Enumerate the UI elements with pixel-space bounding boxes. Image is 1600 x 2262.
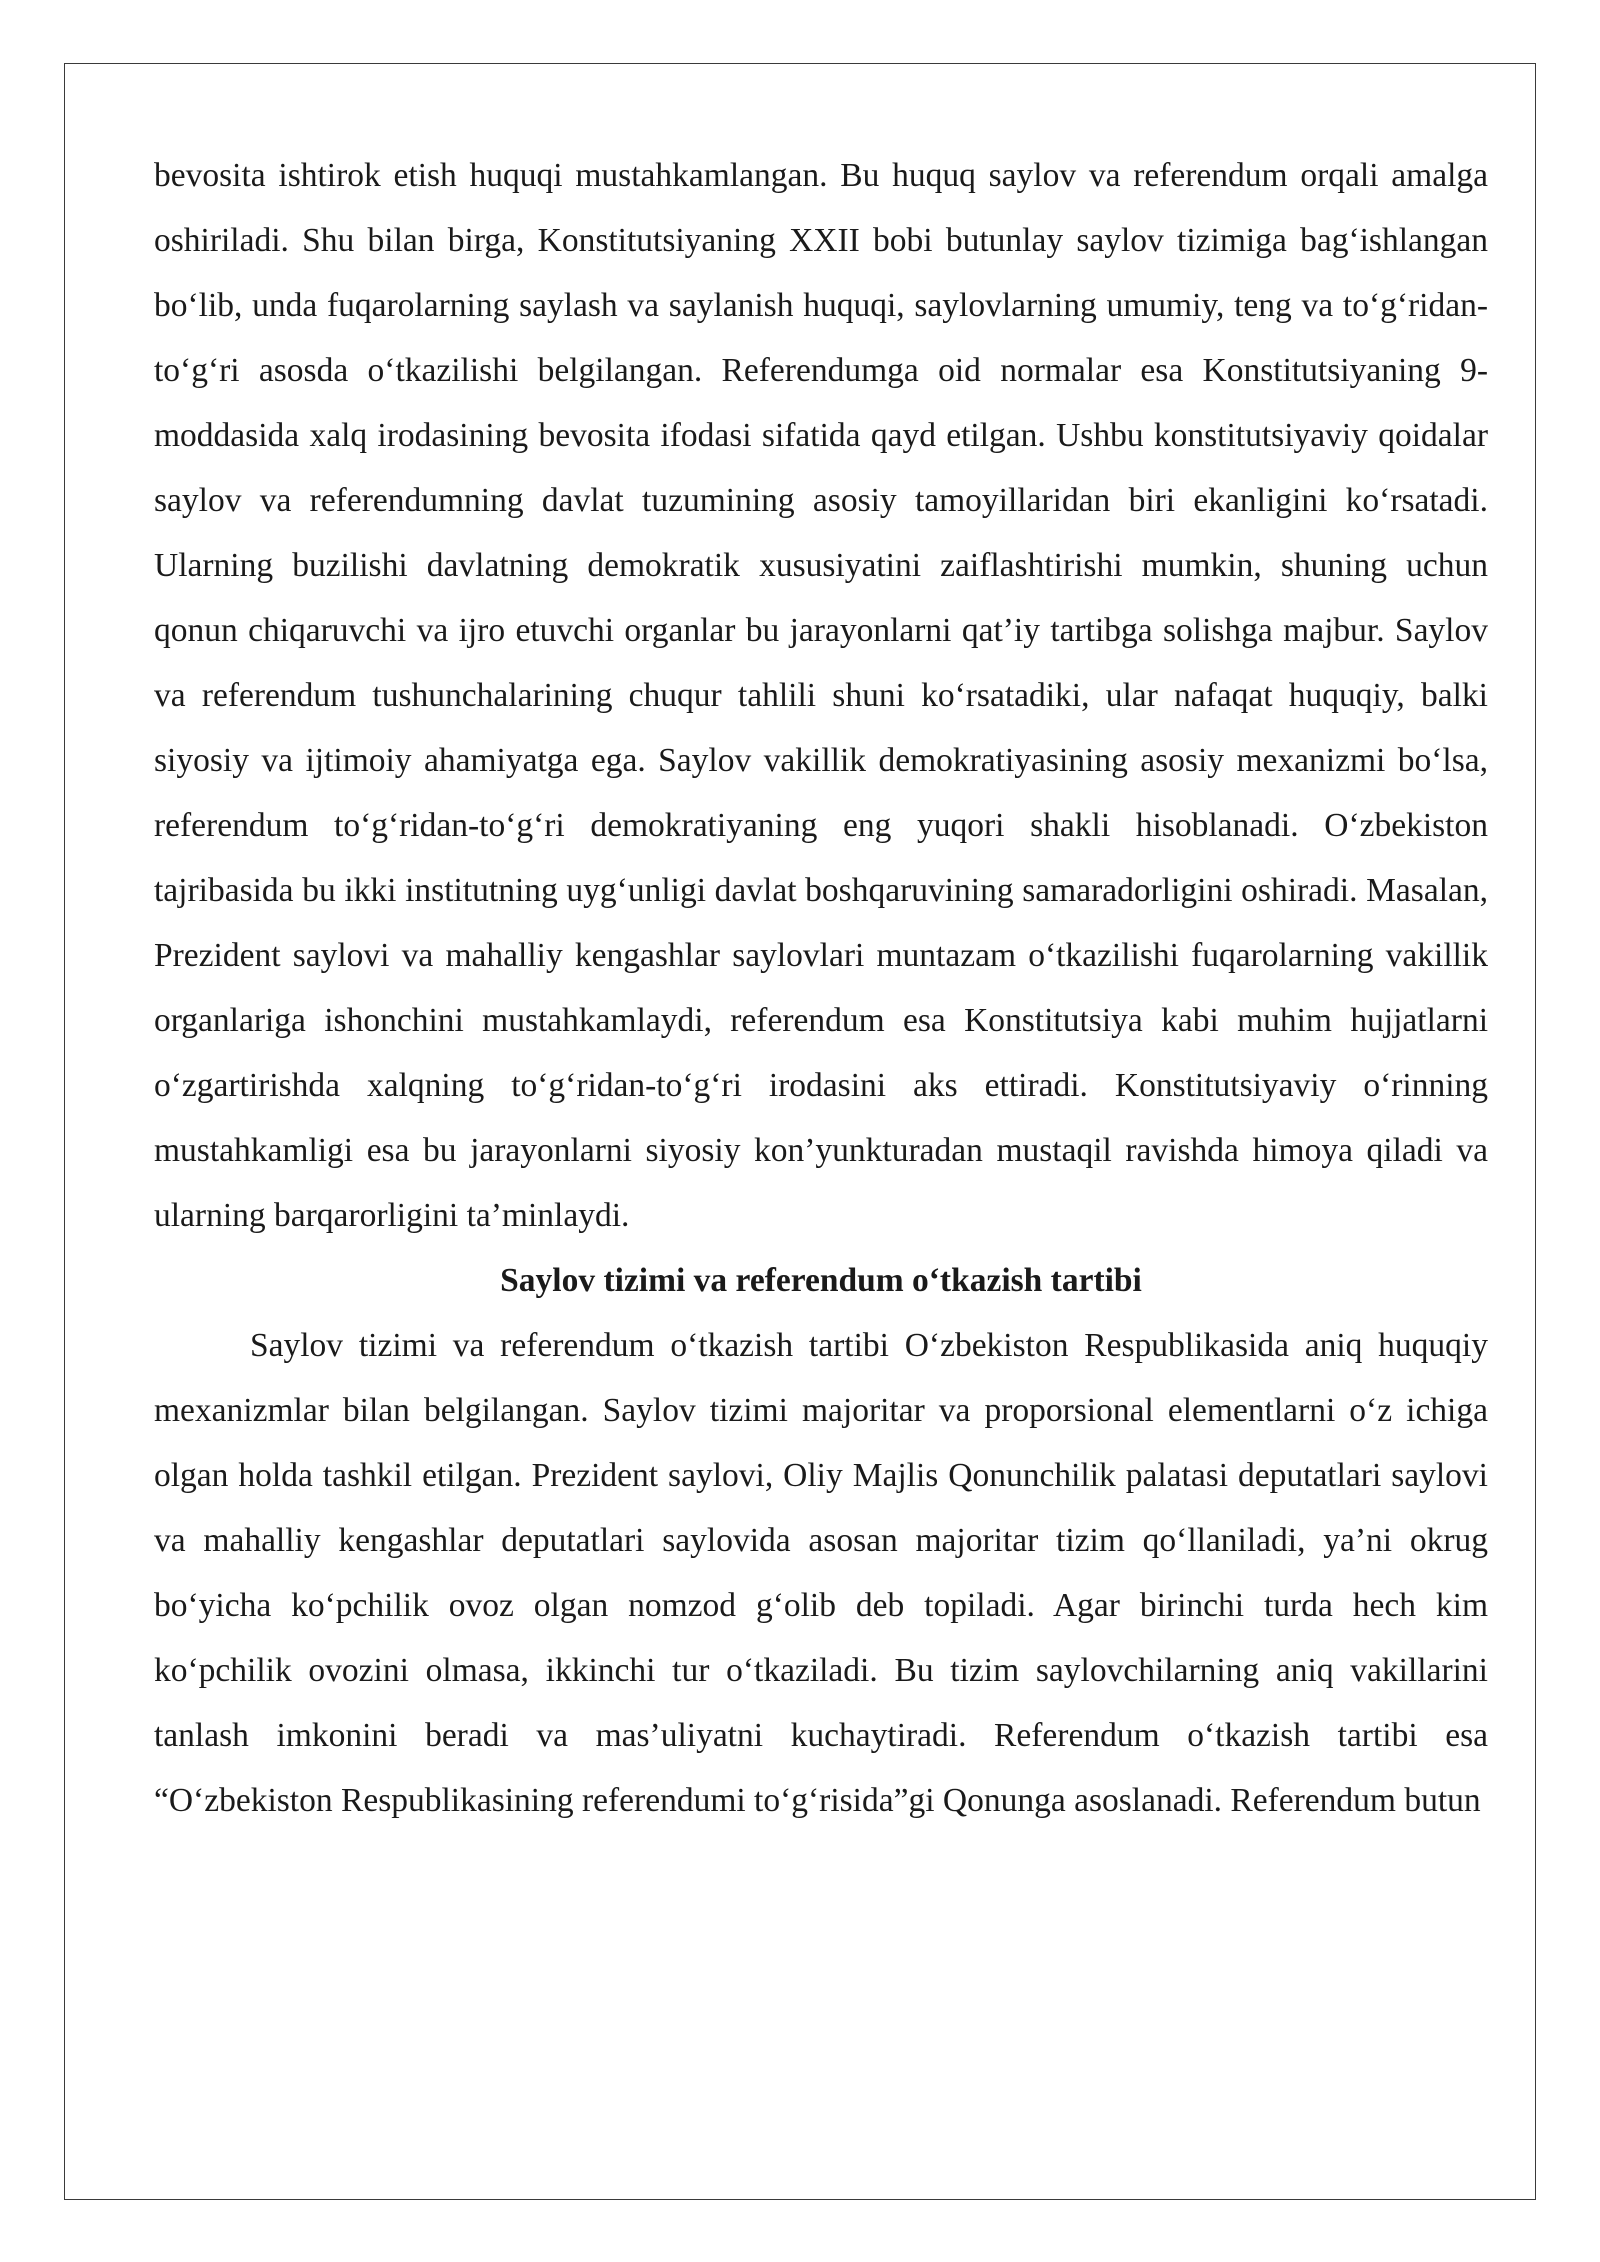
body-paragraph: Saylov tizimi va referendum o‘tkazish tartibi O‘zbekiston Respublikasida aniq huquqiy mexanizmlar bilan belgilangan. Saylov tizimi majoritar va proporsional elementlarni o‘z ichiga olgan holda tashkil etilgan. Prezident saylovi, Oliy Majlis Qonunchilik palatasi deputatlari saylovi va mahalliy kengashlar deputatlari saylovida asosan majoritar tizim qo‘llaniladi, ya’ni okrug bo‘yicha ko‘pchilik ovoz olgan nomzod g‘olib deb topiladi. Agar birinchi turda hech kim ko‘pchilik ovozini olmasa, ikkinchi tur o‘tkaziladi. Bu tizim saylovchilarning aniq vakillarini tanlash imkonini beradi va mas’uliyatni kuchaytiradi. Referendum o‘tkazish tartibi esa “O‘zbekiston Respublikasining referendumi to‘g‘risida”gi Qonunga asoslanadi. Referendum butun bbox=[154, 1327, 1488, 1819]
body-paragraph: bevosita ishtirok etish huquqi mustahkamlangan. Bu huquq saylov va referendum orqali amalga oshiriladi. Shu bilan birga, Konstitutsiyaning XXII bobi butunlay saylov tizimiga bag‘ishlangan bo‘lib, unda fuqarolarning saylash va saylanish huquqi, saylovlarning umumiy, teng va to‘g‘ridan-to‘g‘ri asosda o‘tkazilishi belgilangan. Referendumga oid normalar esa Konstitutsiyaning 9-moddasida xalq irodasining bevosita ifodasi sifatida qayd etilgan. Ushbu konstitutsiyaviy qoidalar saylov va referendumning davlat tuzumining asosiy tamoyillaridan biri ekanligini ko‘rsatadi. Ularning buzilishi davlatning demokratik xususiyatini zaiflashtirishi mumkin, shuning uchun qonun chiqaruvchi va ijro etuvchi organlar bu jarayonlarni qat’iy tartibga solishga majbur. Saylov va referendum tushunchalarining chuqur tahlili shuni ko‘rsatadiki, ular nafaqat huquqiy, balki siyosiy va ijtimoiy ahamiyatga ega. Saylov vakillik demokratiyasining asosiy mexanizmi bo‘lsa, referendum to‘g‘ridan-to‘g‘ri demokratiyaning eng yuqori shakli hisoblanadi. O‘zbekiston tajribasida bu ikki institutning uyg‘unligi davlat boshqaruvining samaradorligini oshiradi. Masalan, Prezident saylovi va mahalliy kengashlar saylovlari muntazam o‘tkazilishi fuqarolarning vakillik organlariga ishonchini mustahkamlaydi, referendum esa Konstitutsiya kabi muhim hujjatlarni o‘zgartirishda xalqning to‘g‘ridan-to‘g‘ri irodasini aks ettiradi. Konstitutsiyaviy o‘rinning mustahkamligi esa bu jarayonlarni siyosiy kon’yunkturadan mustaqil ravishda himoya qiladi va ularning barqarorligini ta’minlaydi. bbox=[154, 157, 1488, 1234]
document-body bbox=[154, 143, 1488, 1833]
section-heading: Saylov tizimi va referendum o‘tkazish tartibi bbox=[500, 1262, 1142, 1299]
